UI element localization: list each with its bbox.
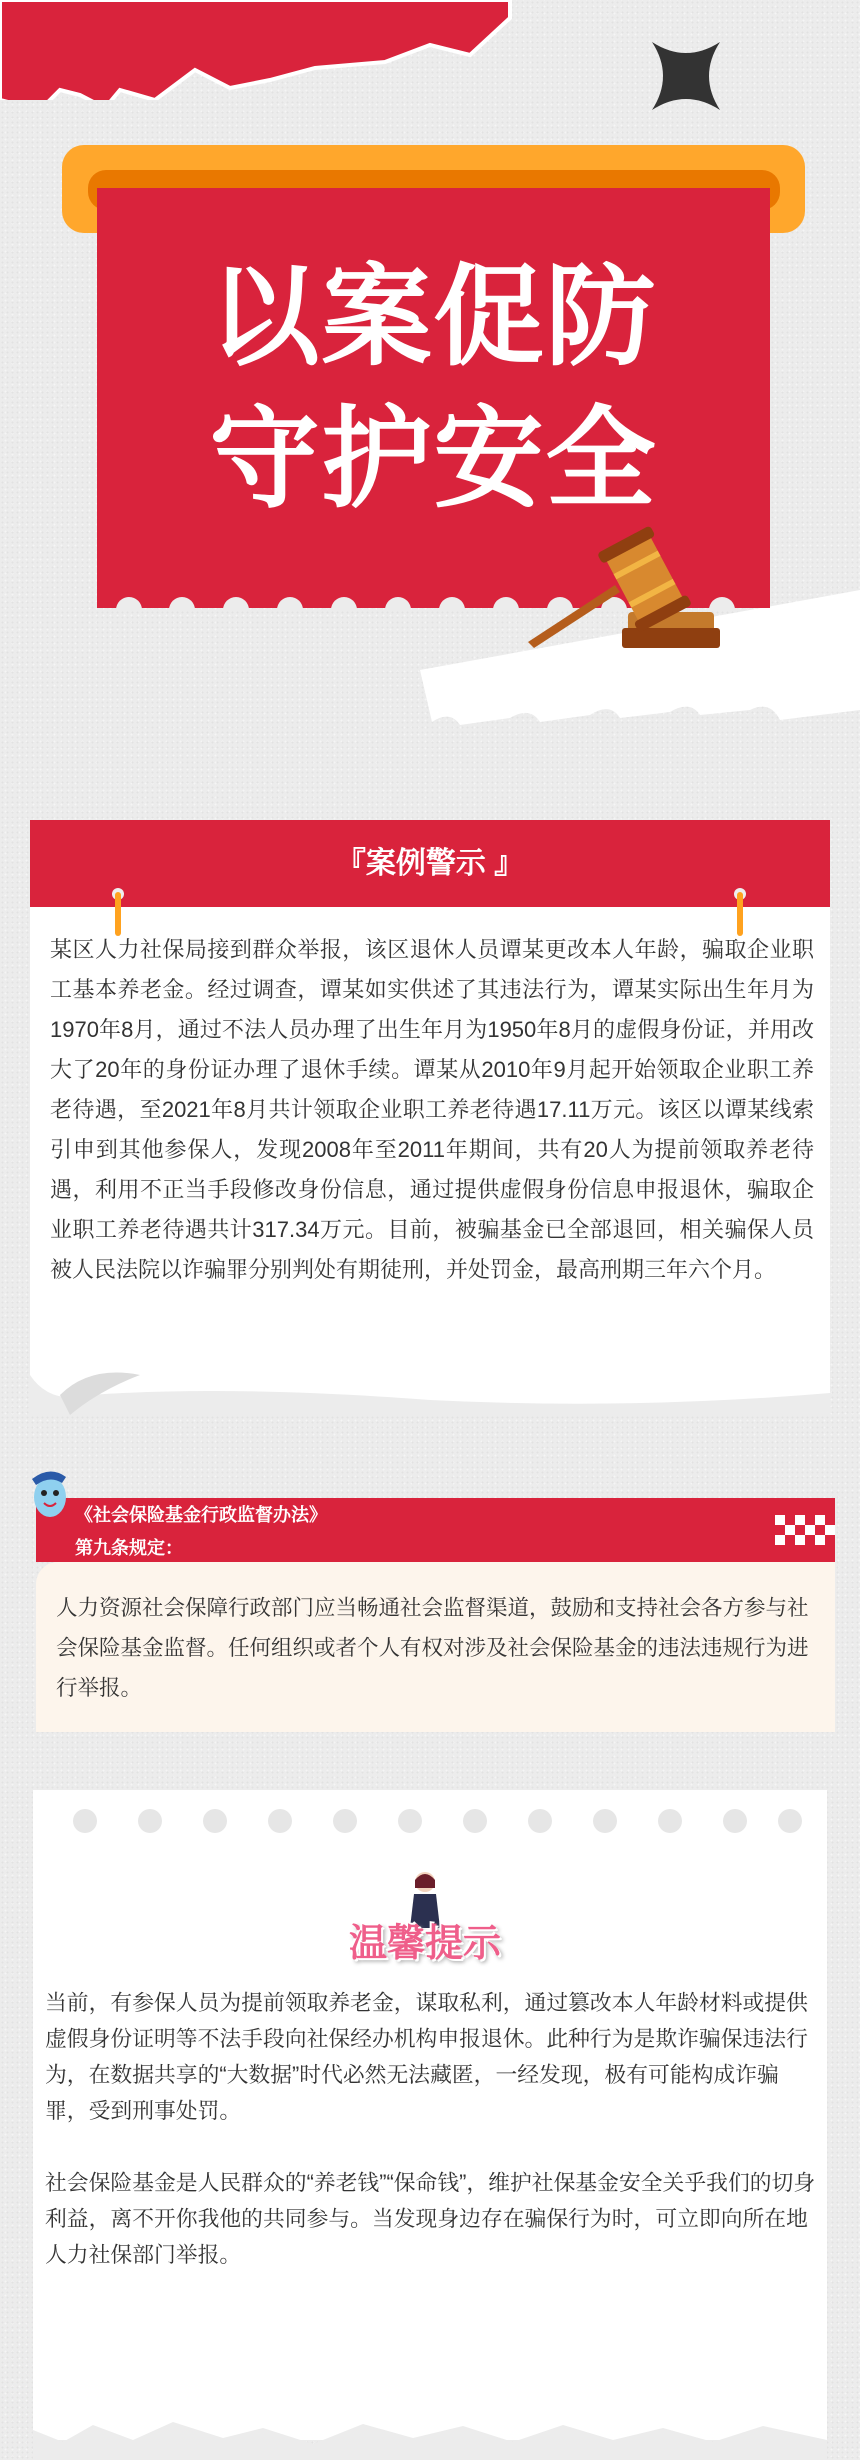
law-body: 人力资源社会保障行政部门应当畅通社会监督渠道，鼓励和支持社会各方参与社会保险基金监督。任何组织或者个人有权对涉及社会保险基金的违法违规行为进行举报。 (56, 1596, 809, 1700)
law-article: 第九条规定： (75, 1538, 183, 1558)
torn-bottom-edge (33, 2400, 827, 2460)
law-title: 《社会保险基金行政监督办法》 (75, 1505, 327, 1525)
binder-holes (33, 1808, 827, 1834)
case-body: 某区人力社保局接到群众举报，该区退休人员谭某更改本人年龄，骗取企业职工基本养老金。经过调查，谭某如实供述了其违法行为，谭某实际出生年月为1970年8月，通过不法人员办理了出生年月为1950年8月的虚假身份证，并用改大了20年的身份证办理了退休手续。谭某从2010年9月起开始领取企业职工养老待遇，至2021年8月共计领取企业职工养老待遇17.11万元。该区以谭某线索引申到其他参保人，发现2008年至2011年期间，共有20人为提前领取养老待遇，利用不正当手段修改身份信息，通过提供虚假身份信息申报退休，骗取企业职工养老待遇共计317.34万元。目前，被骗基金已全部退回，相关骗保人员被人民法院以诈骗罪分别判处有期徒刑，并处罚金，最高刑期三年六个月。 (50, 937, 814, 1282)
tips-paragraph-1: 当前，有参保人员为提前领取养老金，谋取私利，通过篡改本人年龄材料或提供虚假身份证明等不法手段向社保经办机构申报退休。此种行为是欺诈骗保违法行为，在数据共享的“大数据”时代必然无法藏匿，一经发现，极有可能构成诈骗罪，受到刑事处罚。 (45, 1990, 808, 2123)
checker-pattern (775, 1515, 835, 1545)
mascot-icon (26, 1465, 76, 1523)
torn-red-banner (0, 0, 520, 100)
warm-tip-badge (330, 1868, 520, 1968)
gavel-icon (520, 520, 730, 655)
hero-title-line1: 以案促防 (209, 256, 658, 379)
page-curl-decoration (30, 1355, 830, 1415)
hero-title-line2: 守护安全 (209, 398, 658, 521)
sparkle-star-icon (650, 40, 722, 112)
warm-tip-text: 温馨提示 (348, 1923, 501, 1965)
case-heading: 『案例警示 』 (30, 820, 830, 907)
tips-paragraph-2: 社会保险基金是人民群众的“养老钱”“保命钱”，维护社保基金安全关乎我们的切身利益，离不开你我他的共同参与。当发现身边存在骗保行为时，可立即向所在地人力社保部门举报。 (45, 2170, 816, 2267)
